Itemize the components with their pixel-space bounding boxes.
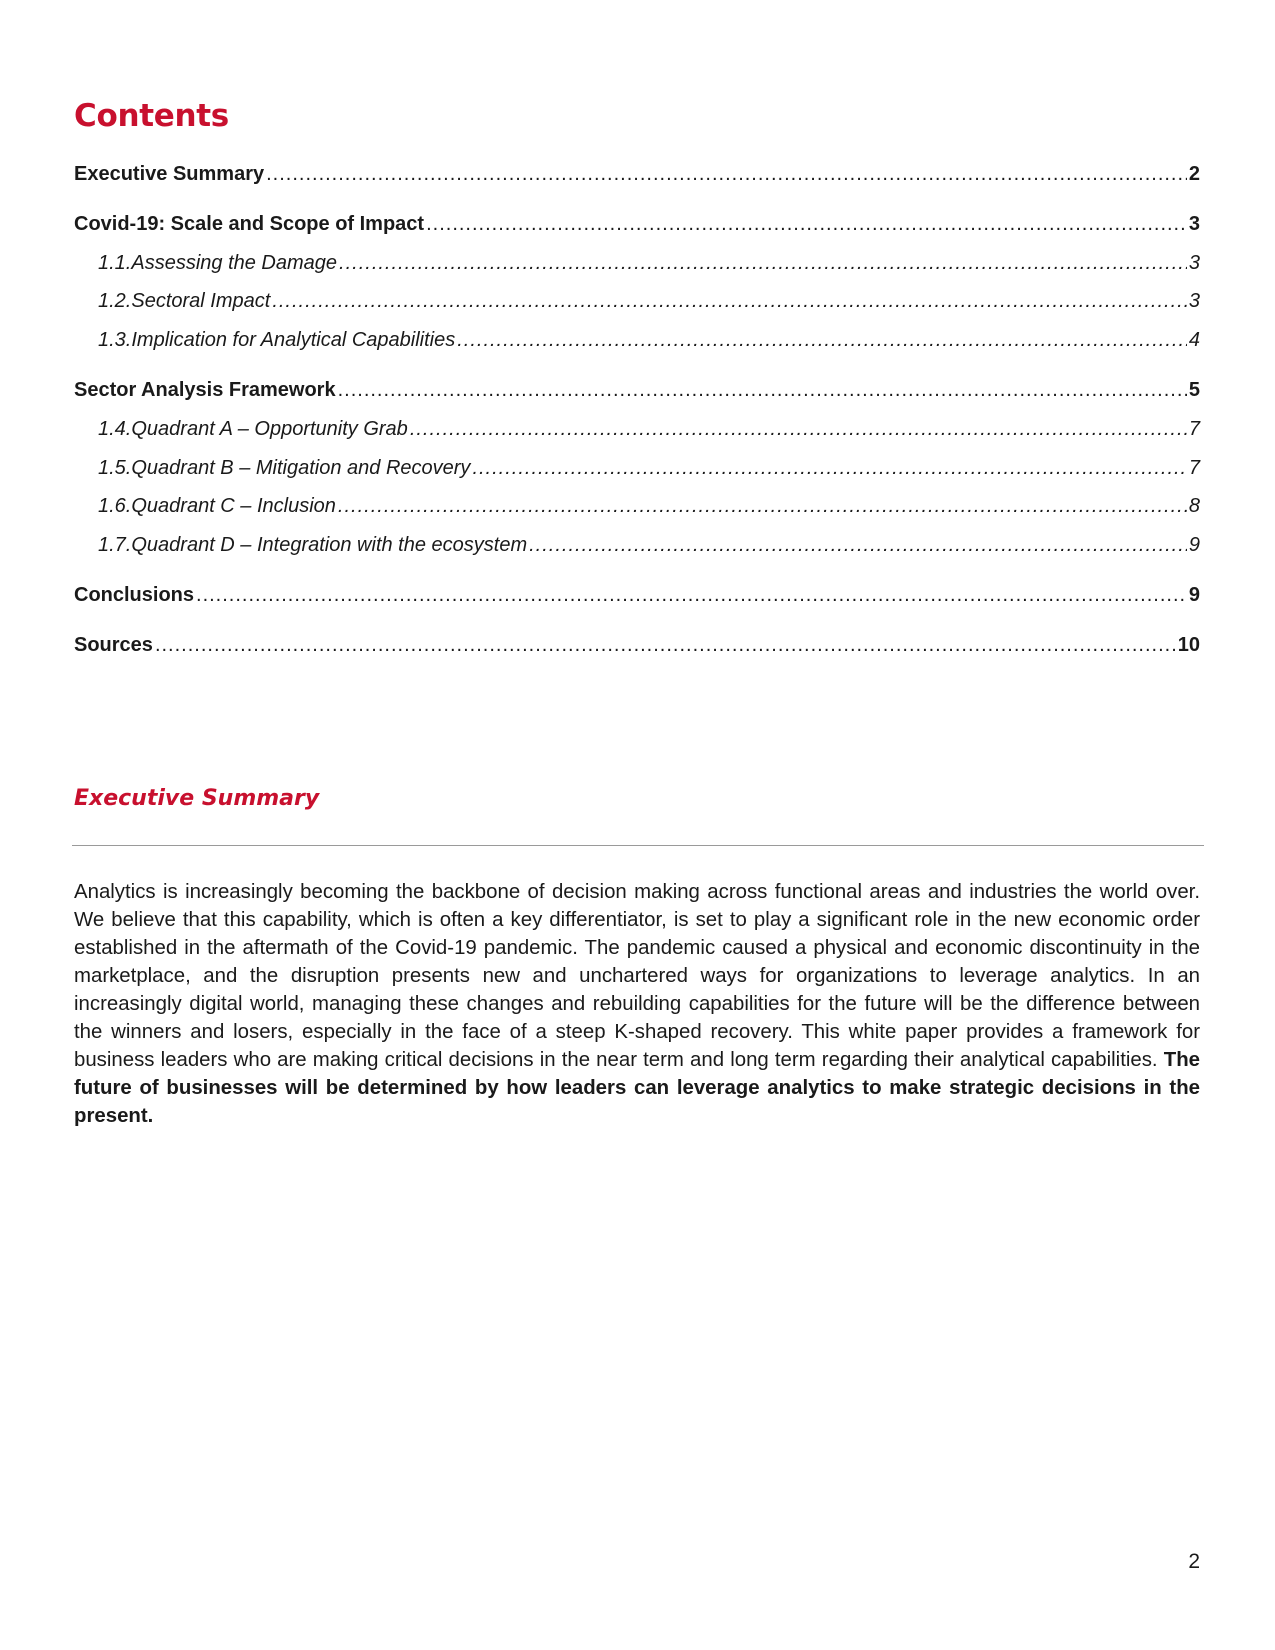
toc-entry-text: Covid-19: Scale and Scope of Impact: [74, 213, 425, 235]
toc-entry-number: 1.7.: [98, 534, 132, 556]
toc-entry-quadrant-c[interactable]: [98, 493, 1200, 519]
toc-entry-sources[interactable]: [74, 632, 1200, 658]
table-of-contents: [74, 0, 1200, 720]
toc-entry-text: Executive Summary: [74, 163, 265, 185]
toc-entry-number: 1.5.: [98, 457, 132, 479]
toc-leader-dots: [472, 455, 1186, 481]
toc-page-number: 8: [1188, 495, 1200, 517]
toc-entry-text: Conclusions: [74, 584, 195, 606]
toc-leader-dots: [155, 632, 1176, 658]
toc-leader-dots: [266, 161, 1187, 187]
toc-entry-text: Sources: [74, 634, 153, 656]
toc-entry-text: Sectoral Impact: [131, 290, 271, 312]
toc-page-number: 2: [1188, 163, 1200, 185]
toc-leader-dots: [410, 416, 1187, 442]
toc-entry-number: 1.6.: [98, 495, 132, 517]
toc-entry-sectoral-impact[interactable]: [98, 288, 1200, 314]
toc-page-number: 7: [1188, 418, 1200, 440]
toc-entry-implication-analytical[interactable]: [98, 327, 1200, 353]
toc-leader-dots: [426, 211, 1187, 237]
toc-page-number: 4: [1188, 329, 1200, 351]
toc-entry-number: 1.1.: [98, 252, 132, 274]
toc-entry-number: 1.4.: [98, 418, 132, 440]
toc-entry-sector-analysis-framework[interactable]: [74, 377, 1200, 403]
toc-leader-dots: [339, 250, 1187, 276]
toc-page-number: 7: [1188, 457, 1200, 479]
toc-entry-text: Quadrant C – Inclusion: [131, 495, 336, 517]
toc-page-number: 3: [1188, 213, 1200, 235]
toc-entry-conclusions[interactable]: [74, 582, 1200, 608]
toc-entry-text: Implication for Analytical Capabilities: [131, 329, 456, 351]
toc-page-number: 10: [1177, 634, 1200, 656]
toc-entry-number: 1.2.: [98, 290, 132, 312]
toc-page-number: 9: [1188, 584, 1200, 606]
executive-summary-paragraph: [74, 878, 1200, 1130]
contents-title: Contents: [74, 98, 229, 134]
toc-page-number: 3: [1188, 290, 1200, 312]
summary-bold-conclusion: The future of businesses will be determined by how leaders can leverage analytics to make strategic decisions in the present.: [74, 1049, 1200, 1127]
page-number: 2: [1188, 1550, 1200, 1573]
toc-leader-dots: [338, 493, 1187, 519]
toc-entry-number: 1.3.: [98, 329, 132, 351]
toc-page-number: 9: [1188, 534, 1200, 556]
toc-entry-text: Sector Analysis Framework: [74, 379, 336, 401]
toc-entry-text: Quadrant D – Integration with the ecosystem: [131, 534, 528, 556]
toc-entry-quadrant-b[interactable]: [98, 455, 1200, 481]
toc-page-number: 5: [1188, 379, 1200, 401]
toc-entry-covid-scale-scope[interactable]: [74, 211, 1200, 237]
toc-entry-text: Quadrant B – Mitigation and Recovery: [131, 457, 471, 479]
toc-leader-dots: [338, 377, 1187, 403]
section-divider: [72, 845, 1204, 846]
toc-page-number: 3: [1188, 252, 1200, 274]
toc-entry-executive-summary[interactable]: [74, 161, 1200, 187]
summary-body-text: Analytics is increasingly becoming the backbone of decision making across functional areas and industries the world over. We believe that this capability, which is often a key differentiator, is set to play a significant role in the new economic order established in the aftermath of the Covid-19 pandemic. The pandemic caused a physical and economic discontinuity in the marketplace, and the disruption presents new and unchartered ways for organizations to leverage analytics. In an increasingly digital world, managing these changes and rebuilding capabilities for the future will be the difference between the winners and losers, especially in the face of a steep K-shaped recovery. This white paper provides a framework for business leaders who are making critical decisions in the near term and long term regarding their analytical capabilities.: [74, 881, 1200, 1071]
toc-leader-dots: [457, 327, 1187, 353]
toc-entry-quadrant-a[interactable]: [98, 416, 1200, 442]
toc-leader-dots: [196, 582, 1187, 608]
toc-leader-dots: [272, 288, 1187, 314]
toc-entry-quadrant-d[interactable]: [98, 532, 1200, 558]
executive-summary-heading: Executive Summary: [74, 786, 320, 811]
toc-entry-text: Quadrant A – Opportunity Grab: [131, 418, 408, 440]
toc-entry-assessing-damage[interactable]: [98, 250, 1200, 276]
toc-entry-text: Assessing the Damage: [131, 252, 338, 274]
toc-leader-dots: [529, 532, 1187, 558]
